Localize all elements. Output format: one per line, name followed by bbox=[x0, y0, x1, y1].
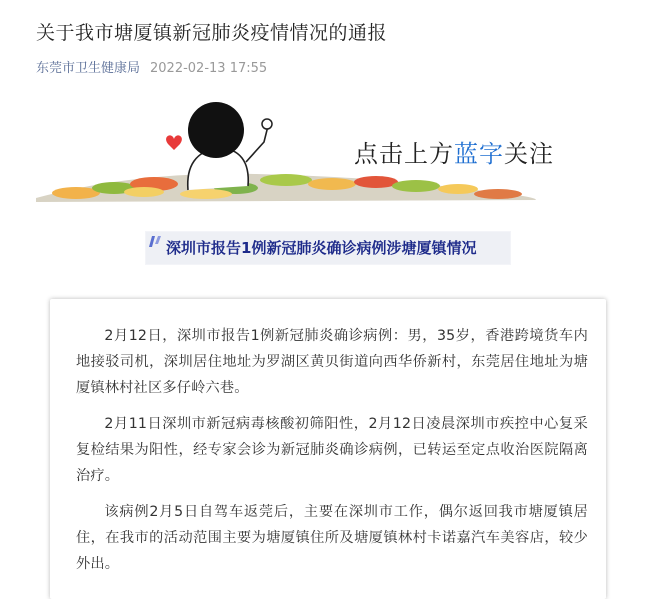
article-title: 关于我市塘厦镇新冠肺炎疫情情况的通报 bbox=[36, 22, 388, 44]
article-meta bbox=[36, 60, 267, 78]
section-heading: 深圳市报告1例新冠肺炎确诊病例涉塘厦镇情况 bbox=[166, 239, 477, 257]
follow-prompt-suffix: 关注 bbox=[504, 140, 554, 168]
follow-prompt-text bbox=[354, 138, 554, 170]
paragraph-2: 2月11日深圳市新冠病毒核酸初筛阳性，2月12日凌晨深圳市疾控中心复采复检结果为阳性，经专家会诊为新冠肺炎确诊病例，已转运至定点收治医院隔离治疗。 bbox=[76, 416, 588, 484]
article-timestamp: 2022-02-13 17:55 bbox=[150, 61, 268, 76]
follow-prompt-prefix: 点击上方 bbox=[354, 140, 454, 168]
paragraph-3: 该病例2月5日自驾车返莞后，主要在深圳市工作，偶尔返回我市塘厦镇居住，在我市的活动范围主要为塘厦镇住所及塘厦镇林村卡诺嘉汽车美容店，较少外出。 bbox=[76, 504, 588, 572]
section-heading-box bbox=[146, 232, 510, 264]
paragraph-1: 2月12日，深圳市报告1例新冠肺炎确诊病例：男，35岁，香港跨境货车内地接驳司机，深圳居住地址为罗湖区黄贝街道向西华侨新村，东莞居住地址为塘厦镇林村社区多仔岭六巷。 bbox=[76, 328, 588, 396]
content-card bbox=[50, 299, 606, 599]
follow-prompt-blue-words[interactable]: 蓝字 bbox=[454, 140, 504, 168]
article-source-link[interactable]: 东莞市卫生健康局 bbox=[36, 61, 141, 76]
quote-mark-icon bbox=[148, 234, 162, 250]
